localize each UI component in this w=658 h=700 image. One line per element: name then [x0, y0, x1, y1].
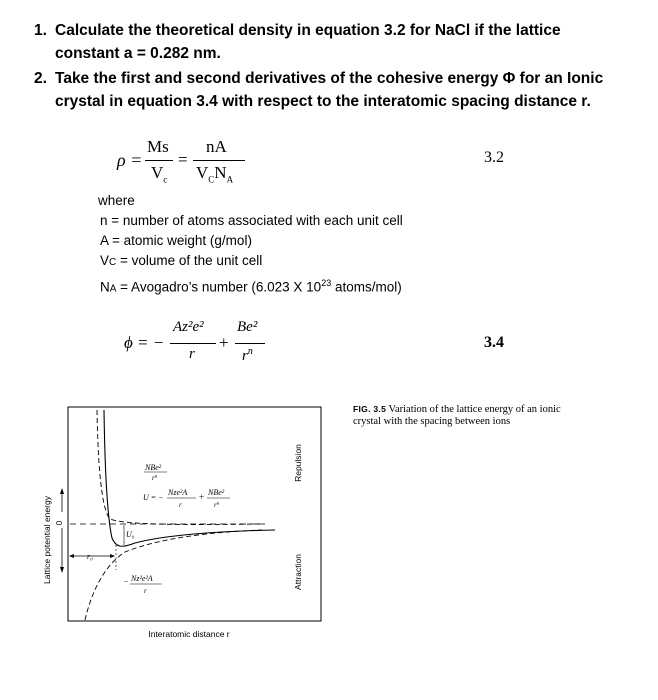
r0-label: r₀ — [87, 552, 93, 561]
eq32-equals: = — [178, 150, 188, 169]
eq34-denominator-2: $r^n$ — [242, 346, 253, 364]
total-expression-denominator-2: r⁹ — [214, 501, 220, 509]
where-n-definition: n = number of atoms associated with each unit cell — [100, 213, 403, 228]
y-axis-arrowhead-down — [60, 567, 64, 573]
question-1-line-1: Calculate the theoretical density in equation 3.2 for NaCl if the lattice — [55, 22, 561, 39]
total-expression-numerator-2: NBe² — [208, 488, 225, 497]
total-expression-denominator-1: r — [179, 501, 182, 509]
attractive-term-prefix: − — [123, 577, 129, 586]
repulsive-term-denominator: r⁹ — [152, 474, 158, 482]
eq32-denominator-1: $V_c$ — [151, 163, 168, 185]
eq32-numerator-2: nA — [206, 137, 227, 156]
question-1-number: 1. — [34, 22, 47, 39]
question-1-line-2: constant a = 0.282 nm. — [55, 45, 221, 62]
eq34-number: 3.4 — [484, 334, 504, 351]
eq34-plus: + — [219, 333, 229, 352]
question-2-line-2: crystal in equation 3.4 with respect to the interatomic spacing distance r. — [55, 93, 591, 110]
eq34-numerator-1: Az²e² — [173, 319, 204, 335]
attraction-label: Attraction — [293, 554, 303, 590]
figure-frame — [68, 407, 321, 621]
zero-label: 0 — [55, 520, 64, 526]
x-axis-label: Interatomic distance r — [148, 629, 230, 639]
figure-caption-text: Variation of the lattice energy of an ionic crystal with the spacing between ions — [353, 404, 561, 427]
question-2-number: 2. — [34, 70, 47, 87]
y-axis-arrowhead-up — [60, 488, 64, 494]
eq34-numerator-2: Be² — [237, 319, 258, 335]
total-expression-numerator-1: Nze²A — [168, 488, 188, 497]
where-heading: where — [98, 193, 135, 208]
repulsion-label: Repulsion — [293, 444, 303, 482]
repulsive-term-numerator: NBe² — [145, 463, 162, 472]
attractive-energy-curve — [85, 530, 262, 620]
eq32-number: 3.2 — [484, 149, 504, 166]
where-A-definition: A = atomic weight (g/mol) — [100, 233, 252, 248]
total-expression-prefix: U = − — [143, 493, 164, 502]
total-energy-curve — [104, 410, 275, 546]
where-NA-definition: NA = Avogadro’s number (6.023 X $10^{23}$ atoms/mol) — [100, 278, 402, 295]
r0-arrowhead-left — [69, 554, 74, 558]
r0-arrowhead-right — [110, 554, 115, 558]
figure-caption-label: FIG. 3.5 — [353, 404, 387, 414]
eq32-numerator-1: Ms — [147, 137, 169, 156]
eq34-denominator-1: r — [189, 346, 195, 362]
y-axis-label: Lattice potential energy — [42, 496, 52, 584]
eq34-lhs: ϕ = − — [124, 333, 165, 352]
eq32-lhs: ρ = — [117, 150, 143, 170]
attractive-term-numerator: Nz²e²A — [131, 574, 153, 583]
where-Vc-definition: VC = volume of the unit cell — [100, 253, 263, 268]
total-expression-plus: + — [199, 492, 205, 502]
attractive-term-denominator: r — [144, 587, 147, 595]
u0-label: U₀ — [126, 530, 135, 539]
question-2-line-1: Take the first and second derivatives of the cohesive energy Φ for an Ionic — [55, 70, 604, 87]
eq32-denominator-2: $V_CN_A$ — [196, 163, 234, 185]
